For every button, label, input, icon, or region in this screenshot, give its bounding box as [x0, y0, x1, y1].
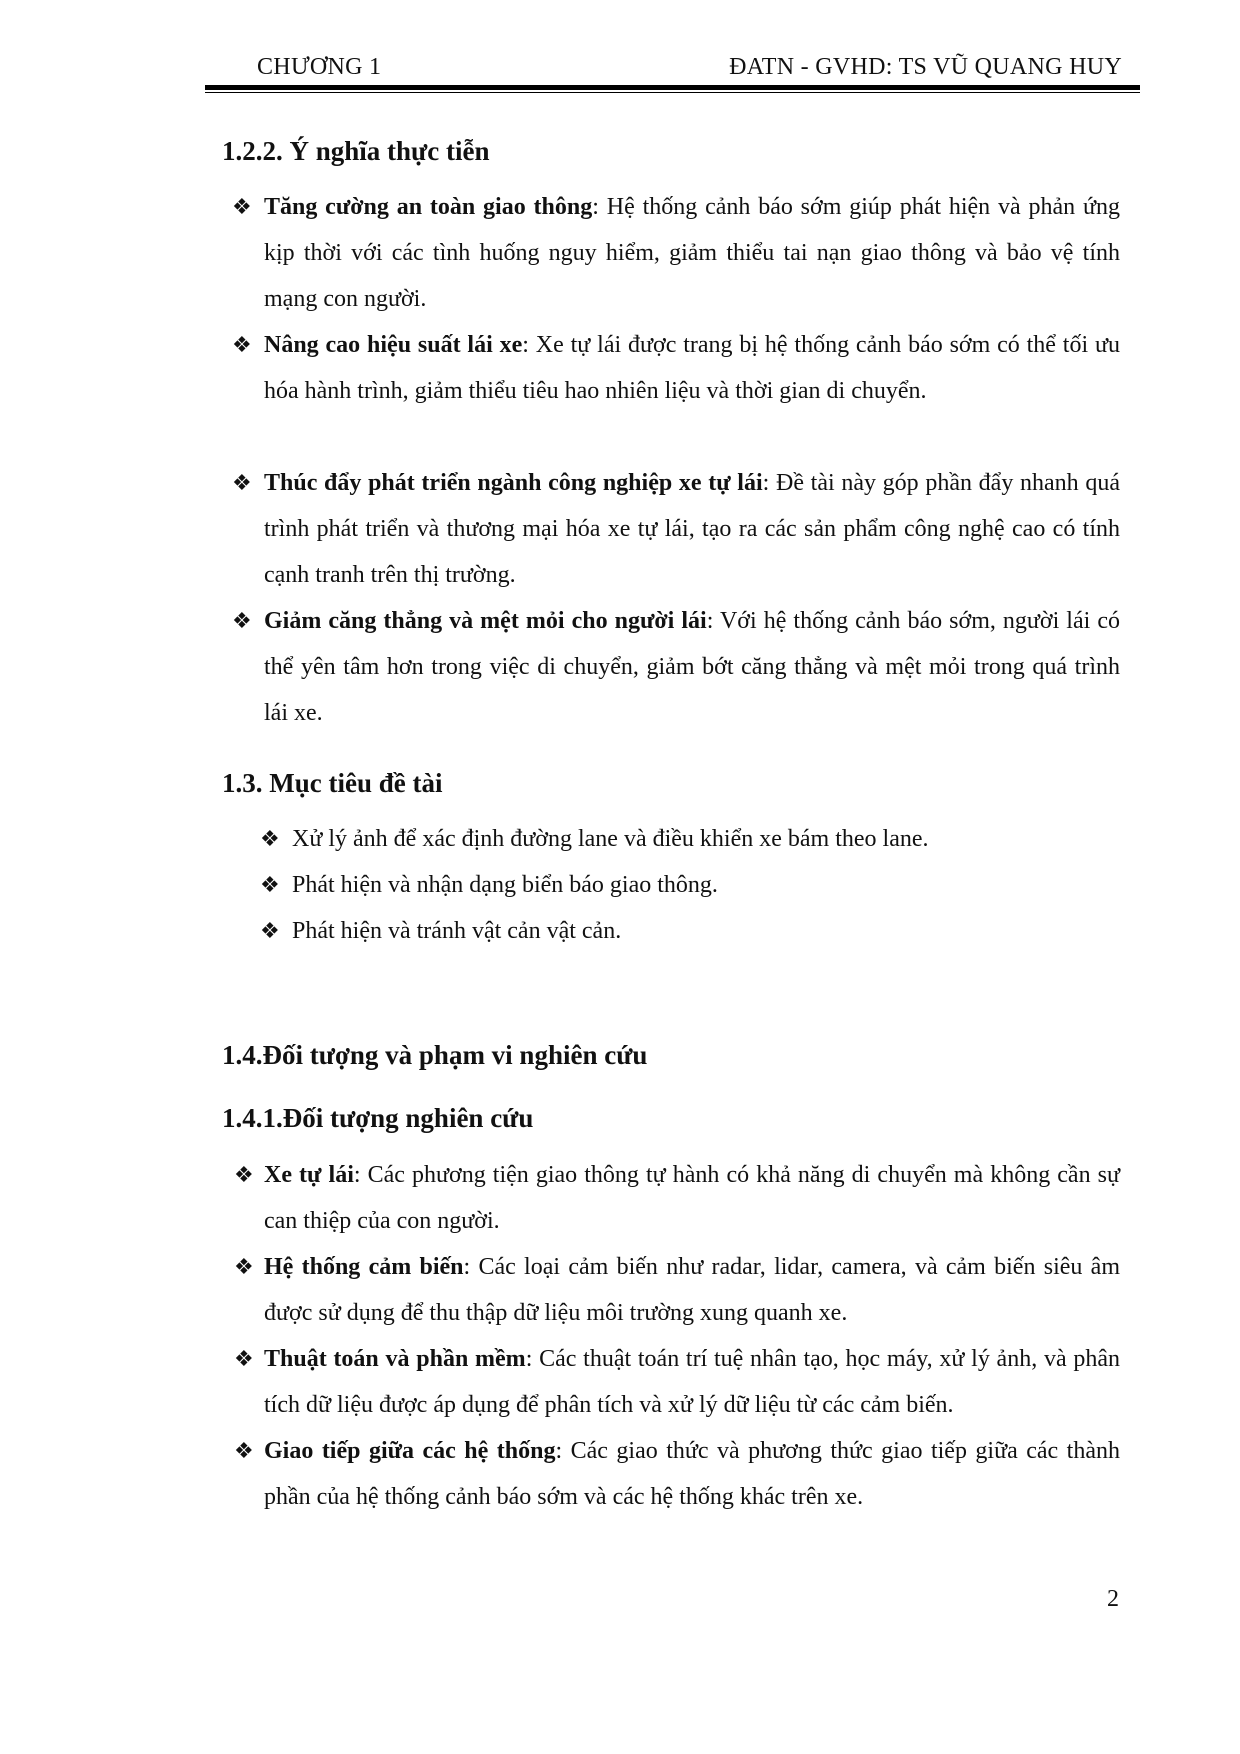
header-bar [205, 48, 1140, 86]
item-text: : Các phương tiện giao thông tự hành có khả năng di chuyển mà không cần sự can thiệp của con người. [264, 1162, 1120, 1234]
item-text: : Hệ thống cảnh báo sớm giúp phát hiện và phản ứng kịp thời với các tình huống nguy hiểm, giảm thiểu tai nạn giao thông và bảo vệ tính mạng con người. [264, 194, 1120, 312]
list-item [232, 322, 1120, 414]
chapter-label: CHƯƠNG 1 [257, 54, 382, 80]
item-text: : Xe tự lái được trang bị hệ thống cảnh báo sớm có thể tối ưu hóa hành trình, giảm thiểu tiêu hao nhiên liệu và thời gian di chuyển. [264, 332, 1120, 404]
diamond-bullet-icon: ❖ [232, 470, 252, 495]
list-item [234, 1152, 1120, 1244]
diamond-bullet-icon: ❖ [260, 918, 280, 943]
diamond-bullet-icon: ❖ [234, 1254, 254, 1279]
list-item [260, 908, 1120, 954]
item-bold-term: Giao tiếp giữa các hệ thống [264, 1438, 556, 1464]
heading-1-3: 1.3. Mục tiêu đề tài [222, 768, 443, 798]
thesis-supervisor-label: ĐATN - GVHD: TS VŨ QUANG HUY [729, 54, 1122, 80]
list-item [260, 862, 1120, 908]
item-bold-term: Giảm căng thẳng và mệt mỏi cho người lái [264, 608, 707, 634]
item-text: Phát hiện và tránh vật cản vật cản. [292, 918, 622, 944]
diamond-bullet-icon: ❖ [234, 1438, 254, 1463]
item-text: : Các loại cảm biến như radar, lidar, camera, và cảm biến siêu âm được sử dụng để thu thập dữ liệu môi trường xung quanh xe. [264, 1254, 1120, 1326]
item-bold-term: Tăng cường an toàn giao thông [264, 194, 593, 220]
list-item [232, 598, 1120, 736]
page-number: 2 [1107, 1586, 1119, 1612]
list-item [260, 816, 1120, 862]
heading-1-4-1: 1.4.1.Đối tượng nghiên cứu [222, 1103, 534, 1133]
item-bold-term: Thuật toán và phần mềm [264, 1346, 526, 1372]
diamond-bullet-icon: ❖ [232, 332, 252, 357]
item-text: Xử lý ảnh để xác định đường lane và điều khiển xe bám theo lane. [292, 826, 929, 852]
list-item [234, 1428, 1120, 1520]
diamond-bullet-icon: ❖ [232, 608, 252, 633]
diamond-bullet-icon: ❖ [234, 1346, 254, 1371]
item-bold-term: Nâng cao hiệu suất lái xe [264, 332, 523, 358]
item-bold-term: Xe tự lái [264, 1162, 354, 1188]
item-text: : Với hệ thống cảnh báo sớm, người lái có thể yên tâm hơn trong việc di chuyển, giảm bớt căng thẳng và mệt mỏi trong quá trình lái xe. [264, 608, 1120, 726]
diamond-bullet-icon: ❖ [232, 194, 252, 219]
diamond-bullet-icon: ❖ [260, 826, 280, 851]
list-item [232, 460, 1120, 598]
list-item [234, 1336, 1120, 1428]
item-bold-term: Hệ thống cảm biến [264, 1254, 464, 1280]
list-item [232, 184, 1120, 322]
heading-1-2-2: 1.2.2. Ý nghĩa thực tiễn [222, 136, 490, 166]
header-rule-thin [205, 92, 1140, 93]
diamond-bullet-icon: ❖ [234, 1162, 254, 1187]
diamond-bullet-icon: ❖ [260, 872, 280, 897]
list-item [234, 1244, 1120, 1336]
item-text: : Đề tài này góp phần đẩy nhanh quá trình phát triển và thương mại hóa xe tự lái, tạo ra các sản phẩm công nghệ cao có tính cạnh tranh trên thị trường. [264, 470, 1120, 588]
heading-1-4: 1.4.Đối tượng và phạm vi nghiên cứu [222, 1040, 648, 1070]
item-text: : Các thuật toán trí tuệ nhân tạo, học máy, xử lý ảnh, và phân tích dữ liệu được áp dụng để phân tích và xử lý dữ liệu từ các cảm biến. [264, 1346, 1120, 1418]
item-bold-term: Thúc đẩy phát triển ngành công nghiệp xe tự lái [264, 470, 763, 496]
item-text: Phát hiện và nhận dạng biển báo giao thông. [292, 872, 718, 898]
item-text: : Các giao thức và phương thức giao tiếp giữa các thành phần của hệ thống cảnh báo sớm và các hệ thống khác trên xe. [264, 1438, 1120, 1510]
header-rule-thick [205, 85, 1140, 90]
